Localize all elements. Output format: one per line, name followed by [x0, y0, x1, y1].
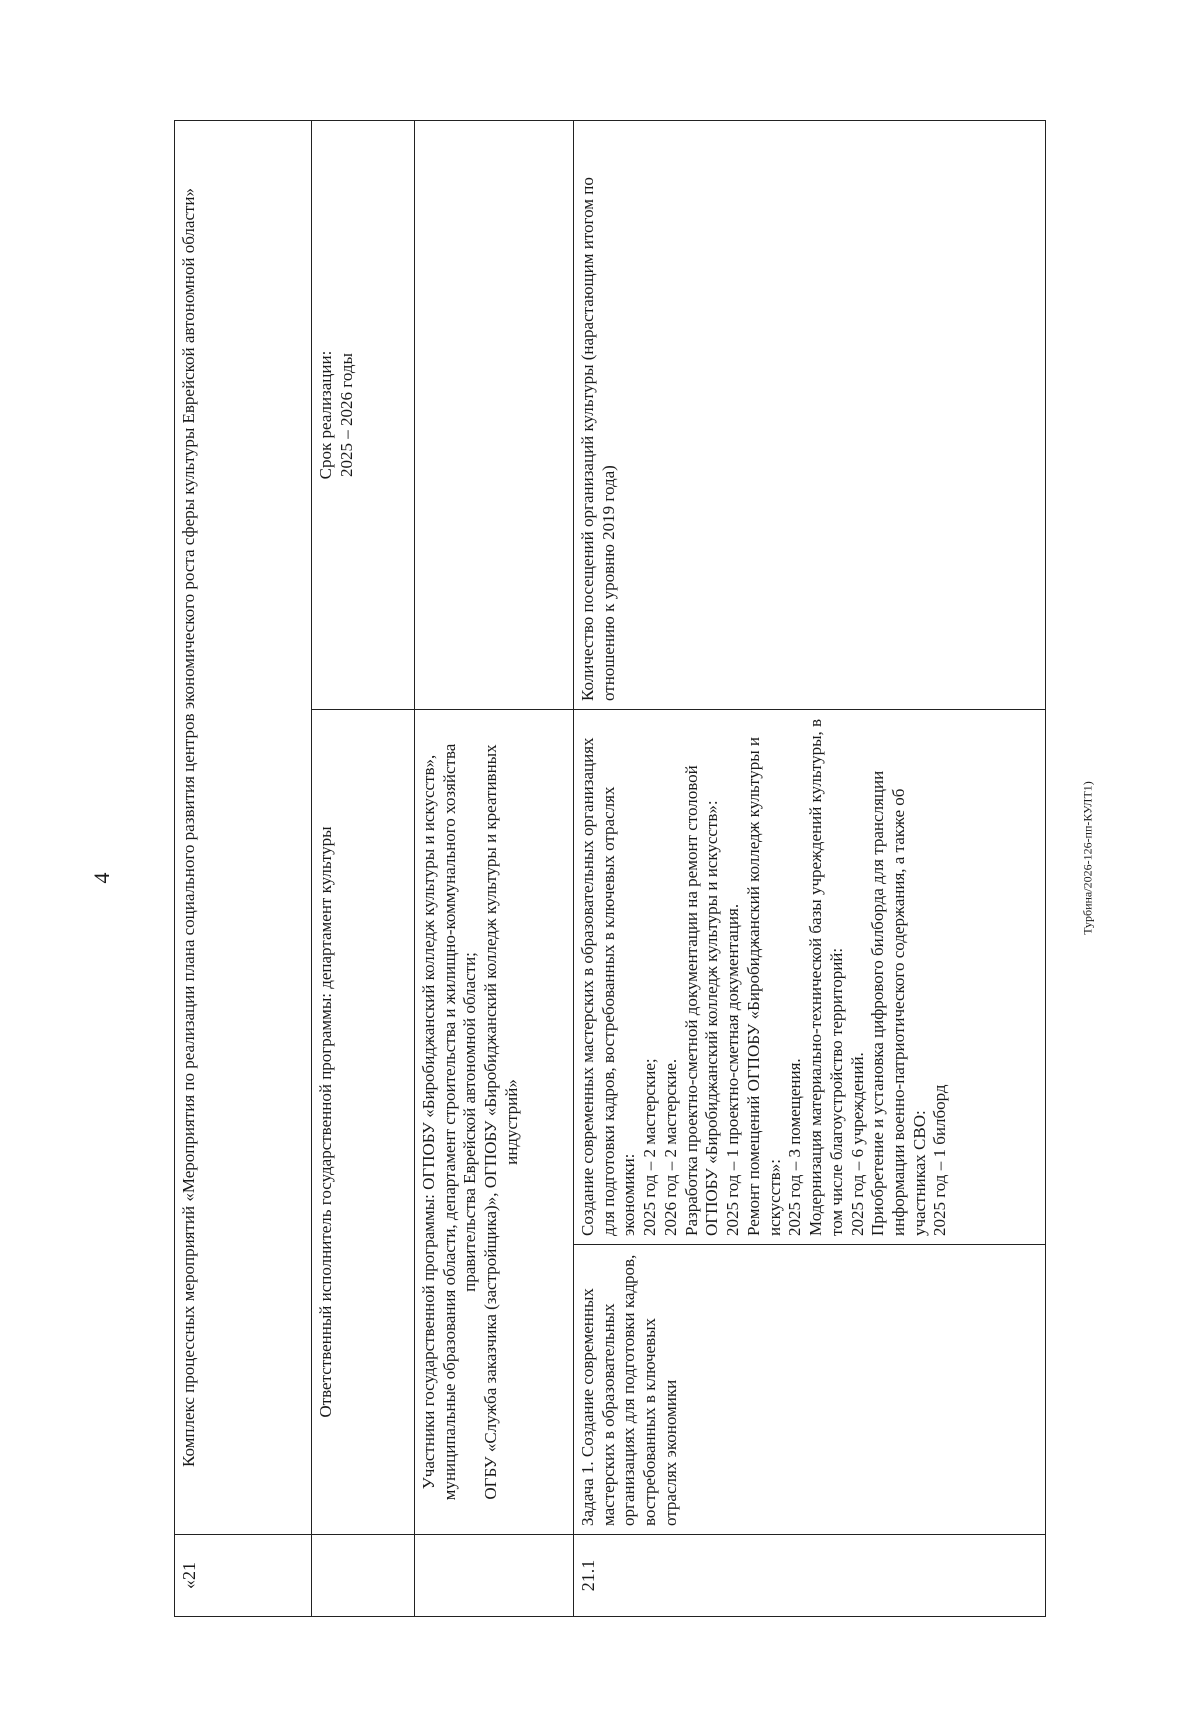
implementation-term: Срок реализации: 2025 – 2026 годы	[312, 120, 415, 709]
table-row-task	[574, 120, 1046, 1616]
document-code-text: Турбина/2026-126-пп-КУЛТ1)	[1080, 781, 1095, 935]
row-number: «21	[175, 1535, 312, 1617]
measure-line: 2025 год – 2 мастерские;	[640, 1058, 660, 1236]
table-row-participants	[415, 120, 574, 1616]
empty-cell	[415, 1535, 574, 1617]
program-table	[174, 120, 1046, 1617]
table-row-complex	[175, 120, 312, 1616]
measure-line: Модернизация материально-технической базы учреждений культуры, в том числе благоустройство территорий:	[806, 718, 846, 1236]
table-row-responsible	[312, 120, 415, 1616]
measure-line: Разработка проектно-сметной документации на ремонт столовой ОГПОБУ «Биробиджанский колледж культуры и искусств»:	[681, 765, 722, 1236]
indicator: Количество посещений организаций культуры (нарастающим итогом по отношению к уровню 2019 года)	[574, 120, 1046, 709]
row-number: 21.1	[574, 1535, 1046, 1617]
measure-line: 2026 год – 2 мастерские.	[660, 1058, 680, 1236]
responsible-executor: Ответственный исполнитель государственной программы: департамент культуры	[312, 710, 415, 1535]
task-measures	[574, 710, 1046, 1245]
empty-cell	[312, 1535, 415, 1617]
task-description: Задача 1. Создание современных мастерских в образовательных организациях для подготовки кадров, востребованных в ключевых отраслях экономики	[574, 1245, 1046, 1535]
empty-cell	[415, 120, 574, 709]
measure-line: Ремонт помещений ОГПОБУ «Биробиджанский колледж культуры и искусств»:	[743, 736, 784, 1236]
measure-line: 2025 год – 1 билборд	[930, 1084, 950, 1236]
measure-line: 2025 год – 6 учреждений.	[847, 1052, 867, 1236]
measure-line: 2025 год – 3 помещения.	[785, 1058, 805, 1236]
rotated-table-container	[174, 121, 1046, 1617]
program-participants: Участники государственной программы: ОГПОБУ «Биробиджанский колледж культуры и искусств», муниципальные образования области, департамент строительства и жилищно-коммунального хозяйства правительства Еврейской автономной области; ОГБУ «Служба заказчика (застройщика)», ОГПОБУ «Биробиджанский колледж культуры и креативных индустрий»	[415, 710, 574, 1535]
complex-title: Комплекс процессных мероприятий «Мероприятия по реализации плана социального развития центров экономического роста сферы культуры Еврейской автономной области»	[175, 120, 312, 1534]
measure-line: Создание современных мастерских в образовательных организациях для подготовки кадров, востребованных в ключевых отраслях экономики:	[578, 737, 639, 1236]
page-number: 4	[89, 872, 114, 884]
measure-line: 2025 год – 1 проектно-сметная документация.	[723, 903, 743, 1236]
measure-line: Приобретение и установка цифрового билборда для трансляции информации военно-патриотического содержания, а также об участниках СВО:	[868, 770, 929, 1236]
